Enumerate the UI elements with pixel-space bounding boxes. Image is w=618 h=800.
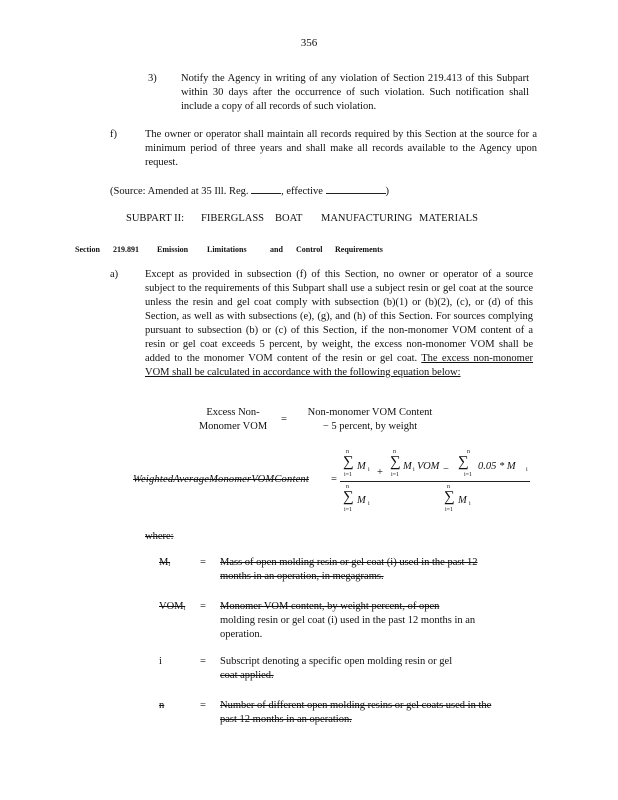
eq2-minus: − [443, 464, 449, 475]
source-blank-volume [251, 193, 281, 194]
definition-text-struck: Mass of open molding resin or gel coat (i) used in the past 12 months in an operation, in megagrams. [220, 557, 478, 582]
eq2-num3-sum: ∑ [458, 454, 469, 470]
eq2-den2-i: i [469, 501, 471, 507]
eq2-lhs: WeightedAverageMonomerVOMContent [133, 474, 309, 485]
item-a-label: a) [110, 269, 119, 280]
subpart-word-3: MANUFACTURING [321, 213, 413, 224]
section-word-2: Limitations [207, 245, 247, 254]
eq1-right-line1: Non-monomer VOM Content [307, 407, 433, 418]
section-number: 219.891 [113, 245, 139, 254]
eq2-num2-M: M [403, 461, 412, 472]
eq2-num3-i1: i=1 [464, 472, 473, 478]
item-f-text: The owner or operator shall maintain all records required by this Section at the source for a minimum period of three years and shall make all records available to the Agency upon request. [145, 129, 537, 168]
definition-term: VOMᵢ [159, 601, 186, 612]
eq2-num2-i1: i=1 [391, 472, 400, 478]
eq2-fraction-bar [340, 481, 530, 482]
definition-eq: = [200, 700, 206, 711]
eq2-num1-n: n [346, 449, 349, 455]
definition-eq: = [200, 557, 206, 568]
eq2-den2-i1: i=1 [445, 507, 454, 513]
page-number: 356 [300, 37, 318, 49]
section-word-5: Requirements [335, 245, 383, 254]
definition-text-plain: molding resin or gel coat (i) used in the past 12 months in an operation. [220, 615, 476, 640]
eq2-den1-n: n [346, 484, 349, 490]
eq2-num3-i: i [526, 467, 528, 473]
definition-text-struck: Monomer VOM content, by weight percent, of open [220, 601, 440, 612]
eq2-den1-i: i [368, 501, 370, 507]
subpart-word-4: MATERIALS [419, 213, 478, 224]
source-note [110, 185, 530, 199]
definition-eq: = [200, 656, 206, 667]
eq2-num3-n: n [467, 449, 470, 455]
eq2-den2-n: n [447, 484, 450, 490]
definition-text [220, 655, 502, 683]
eq2-equals: = [331, 474, 337, 485]
eq2-num1-i: i [368, 467, 370, 473]
item-a-underlined: The excess non-monomer VOM shall be calculated in accordance with the following equation below: [145, 353, 534, 378]
source-note-middle: , effective [281, 186, 323, 197]
source-blank-date [326, 193, 386, 194]
source-note-prefix: (Source: Amended at 35 Ill. Reg. [110, 186, 249, 197]
eq2-den1-M: M [357, 495, 366, 506]
eq2-den1-i1: i=1 [344, 507, 353, 513]
definition-text-struck: Number of different open molding resins or gel coats used in the past 12 months in an operation. [220, 700, 492, 725]
eq1-right-line2: − 5 percent, by weight [322, 421, 418, 432]
eq2-num1-M: M [357, 461, 366, 472]
eq2-num1-sum: ∑ [343, 454, 354, 470]
definition-text-plain: Subscript denoting a specific open molding resin or gel [220, 656, 453, 667]
eq2-den1-sum: ∑ [343, 489, 354, 505]
eq1-left-line2: Monomer VOM [198, 421, 268, 432]
source-note-suffix: ) [385, 186, 390, 197]
eq2-den2-sum: ∑ [444, 489, 455, 505]
definition-eq: = [200, 601, 206, 612]
eq2-plus: + [377, 467, 383, 478]
item-a-text: Except as provided in subsection (f) of this Section, no owner or operator of a source subject to the requirements of this Subpart shall use a subject resin or gel coat at the source unless the resin and gel coat comply with subsection (b)(1) or (b)(2), (c), or (d) of this Section, as well as with subsections (e), (g), and (h) of this Section. For sources complying pursuant to subsection (b) or (c) of this Section, if the non-monomer VOM content of a resin or gel coat exceeds 5 percent, by weight, the excess non-monomer VOM shall be added to the monomer VOM content of the resin or gel coat. [145, 269, 533, 364]
section-word-4: Control [296, 245, 323, 254]
eq2-num2-sum: ∑ [390, 454, 401, 470]
where-label: where: [145, 531, 174, 542]
eq1-left-line1: Excess Non- [206, 407, 260, 418]
eq1-right [296, 406, 444, 434]
eq2-num1-i1: i=1 [344, 472, 353, 478]
item-3-label: 3) [148, 73, 157, 84]
definition-text-struck: coat applied. [220, 670, 274, 681]
subpart-label: SUBPART II: [126, 213, 185, 224]
definition-term: Mᵢ [159, 557, 171, 568]
eq1-left [188, 406, 278, 434]
eq2-num2-n: n [393, 449, 396, 455]
subpart-word-1: FIBERGLASS [201, 213, 265, 224]
section-word-1: Emission [157, 245, 189, 254]
definition-term: n [159, 700, 165, 711]
definition-term: i [159, 656, 162, 667]
subpart-word-2: BOAT [275, 213, 303, 224]
eq2-den2-M: M [458, 495, 467, 506]
eq2-num2-i: i [413, 467, 415, 473]
section-label: Section [75, 245, 100, 254]
definition-text [220, 600, 502, 642]
item-f-label: f) [110, 129, 117, 140]
item-a-paragraph [145, 268, 533, 380]
eq2-num3-term: 0.05 * M [478, 461, 516, 472]
eq1-equals: = [281, 414, 287, 425]
section-word-3: and [270, 245, 283, 254]
item-3-text: Notify the Agency in writing of any violation of Section 219.413 of this Subpart within 30 days after the occurrence of such violation. Such notification shall include a copy of all records of such violation. [181, 73, 529, 112]
eq2-num2-VOM: VOM [417, 461, 440, 472]
